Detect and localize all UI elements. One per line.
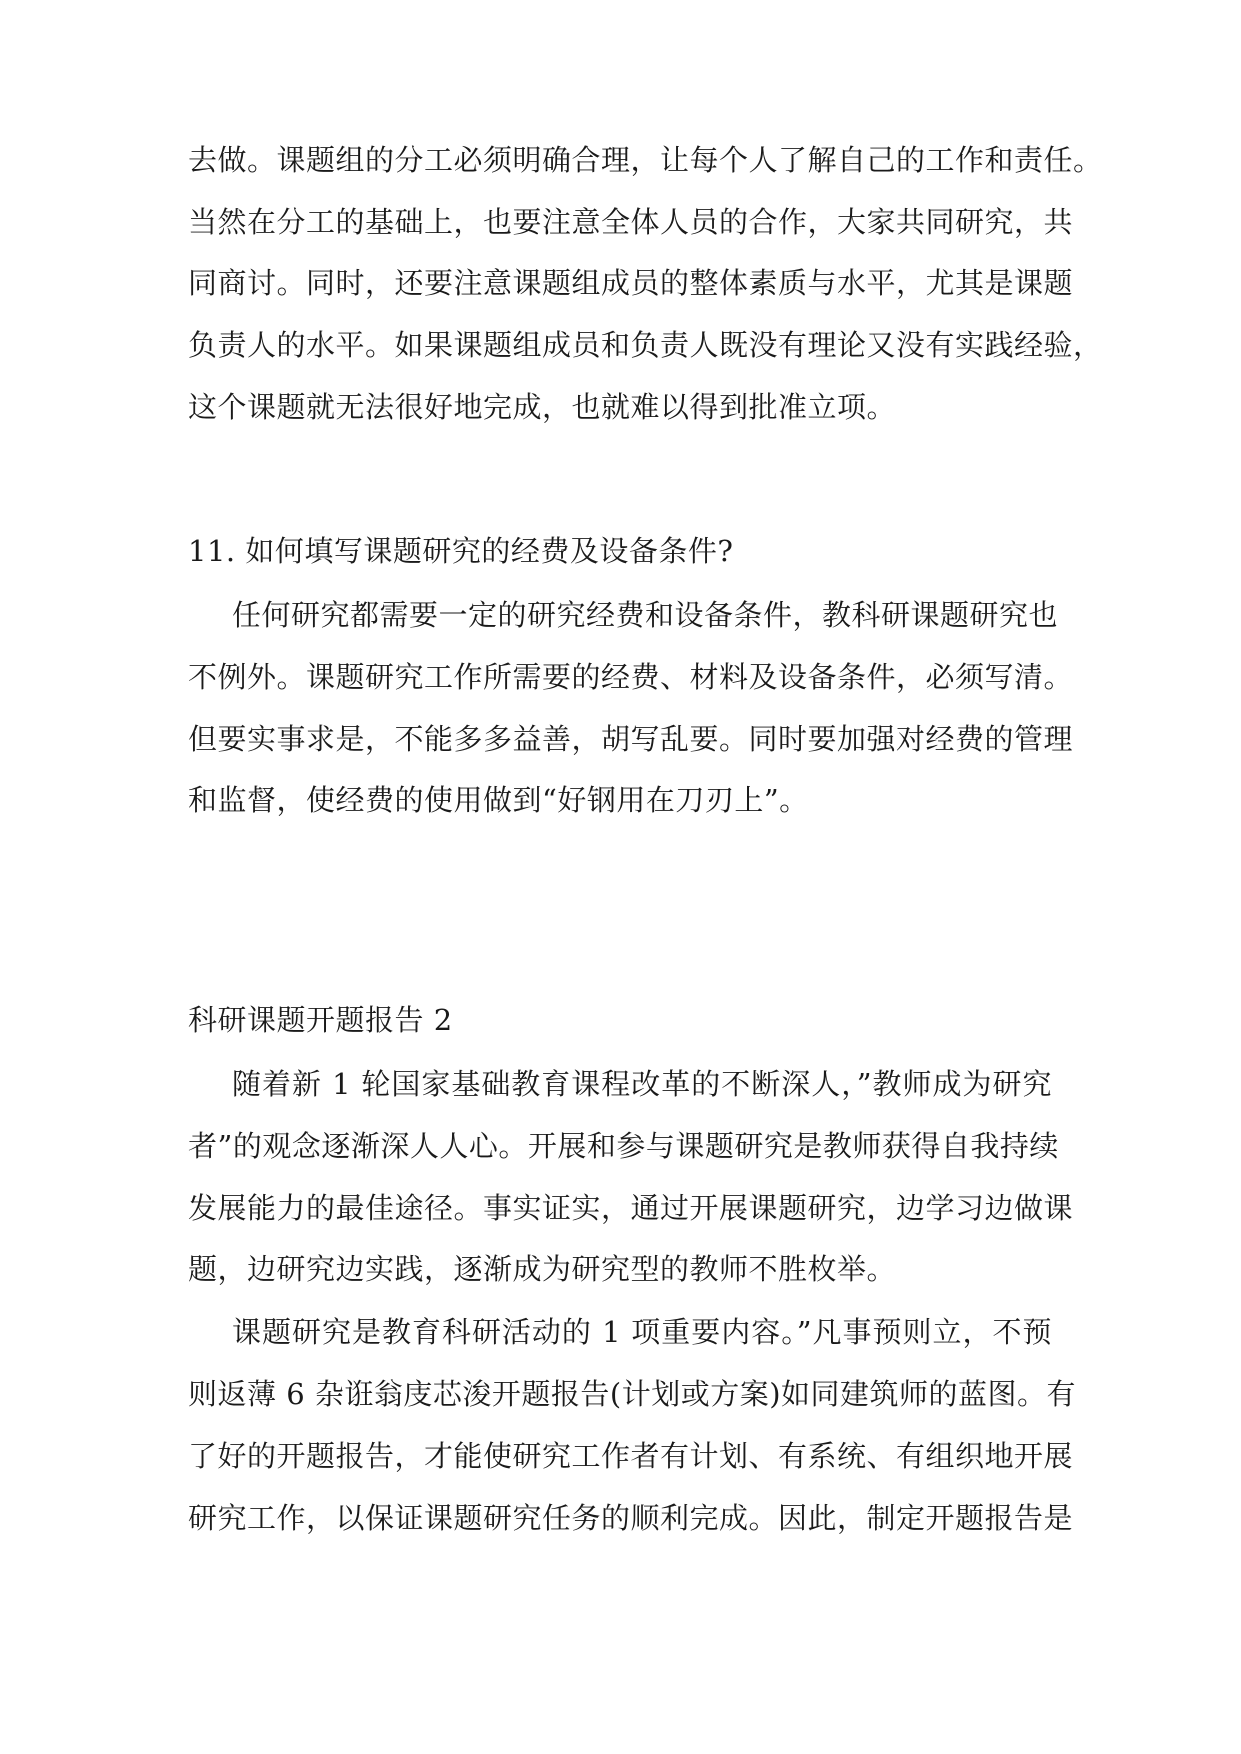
- paragraph-line: 负责人的水平。如果课题组成员和负责人既没有理论又没有实践经验，: [188, 328, 1103, 362]
- paragraph-line: 则返薄 6 杂诳翁庋芯浚开题报告(计划或方案)如同建筑师的蓝图。有: [188, 1377, 1077, 1411]
- paragraph-line: 同商讨。同时，还要注意课题组成员的整体素质与水平，尤其是课题: [188, 266, 1074, 300]
- paragraph-line: 但要实事求是，不能多多益善，胡写乱要。同时要加强对经费的管理: [188, 722, 1074, 756]
- paragraph-line: 不例外。课题研究工作所需要的经费、材料及设备条件，必须写清。: [188, 660, 1074, 694]
- paragraph-line: 随着新 1 轮国家基础教育课程改革的不断深人，”教师成为研究: [232, 1067, 1052, 1101]
- paragraph-line: 者”的观念逐渐深人人心。开展和参与课题研究是教师获得自我持续: [188, 1129, 1059, 1163]
- paragraph-line: 题，边研究边实践，逐渐成为研究型的教师不胜枚举。: [188, 1252, 897, 1286]
- paragraph-line: 发展能力的最佳途径。事实证实，通过开展课题研究，边学习边做课: [188, 1191, 1074, 1225]
- paragraph-line: 这个课题就无法很好地完成，也就难以得到批准立项。: [188, 390, 897, 424]
- paragraph-line: 任何研究都需要一定的研究经费和设备条件，教科研课题研究也: [232, 598, 1059, 632]
- document-title: 科研课题开题报告 2: [188, 1003, 453, 1037]
- paragraph-line: 去做。课题组的分工必须明确合理，让每个人了解自己的工作和责任。: [188, 143, 1103, 177]
- section-heading: 11. 如何填写课题研究的经费及设备条件?: [188, 534, 734, 568]
- paragraph-line: 了好的开题报告，才能使研究工作者有计划、有系统、有组织地开展: [188, 1439, 1074, 1473]
- paragraph-line: 和监督，使经费的使用做到“好钢用在刀刃上”。: [188, 783, 809, 817]
- paragraph-line: 课题研究是教育科研活动的 1 项重要内容。”凡事预则立，不预: [232, 1315, 1052, 1349]
- paragraph-line: 当然在分工的基础上，也要注意全体人员的合作，大家共同研究，共: [188, 205, 1074, 239]
- paragraph-line: 研究工作，以保证课题研究任务的顺利完成。因此，制定开题报告是: [188, 1501, 1074, 1535]
